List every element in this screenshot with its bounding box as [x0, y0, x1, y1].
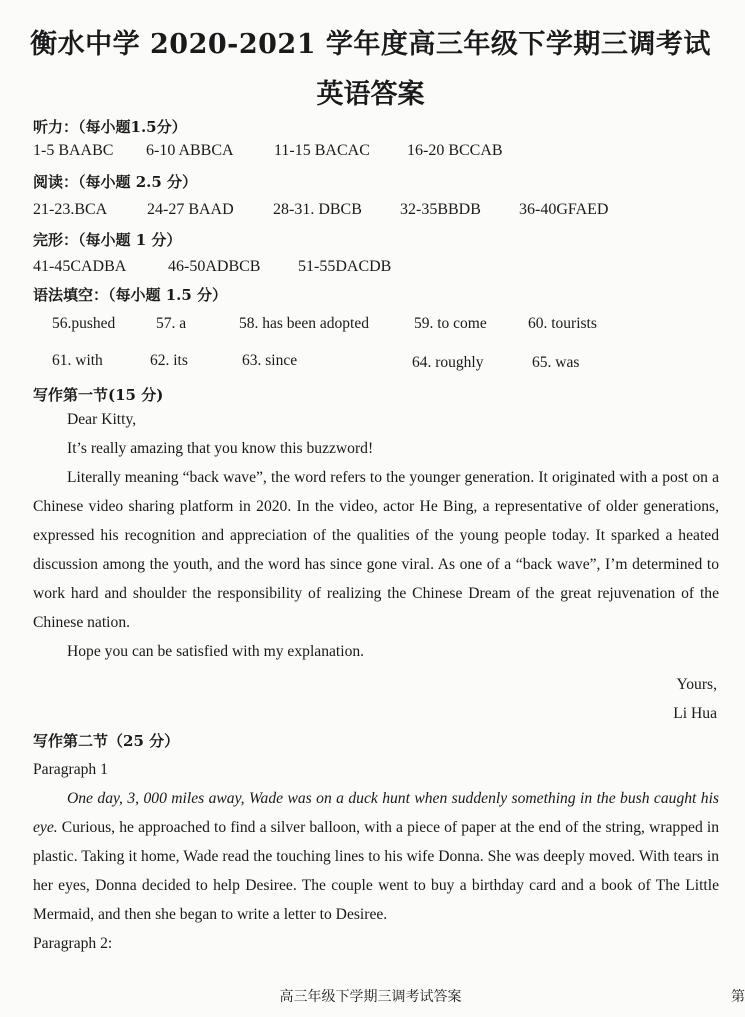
given-opening-sentence: One day, 3, 000 miles away, Wade was on a duck hunt when suddenly something in the bush caught his eye. — [33, 790, 719, 836]
writing1-heading: 写作第一节(15 分) — [33, 386, 164, 404]
reading-answer: 32-35BBDB — [400, 201, 481, 218]
letter-paragraph: Hope you can be satisfied with my explanation. — [67, 643, 365, 660]
letter-signature: Li Hua — [673, 705, 717, 722]
letter-paragraph: Literally meaning “back wave”, the word refers to the younger generation. It originated with a post on a Chinese video sharing platform in 2020. In the video, actor He Bing, a representative of older generations, expressed his recognition and appreciation of the qualities of the young people today. It sparked a heated discussion among the youth, and the word has since gone viral. As one of a “back wave”, I’m determined to work hard and shoulder the responsibility of realizing the Chinese Dream of the great rejuvenation of the Chinese nation. — [33, 469, 719, 631]
listening-answer: 6-10 ABBCA — [146, 142, 234, 159]
cloze-answer: 46-50ADBCB — [168, 258, 261, 275]
letter-paragraph: It’s really amazing that you know this buzzword! — [67, 440, 374, 457]
reading-answer: 24-27 BAAD — [147, 201, 234, 218]
reading-answer: 21-23.BCA — [33, 201, 108, 218]
grammar-answer: 64. roughly — [412, 354, 484, 371]
grammar-answer: 59. to come — [414, 315, 487, 332]
writing2-heading: 写作第二节（25 分） — [33, 732, 180, 750]
paragraph-label: Paragraph 1 — [33, 761, 108, 778]
paragraph-label: Paragraph 2: — [33, 935, 113, 952]
letter-closing: Yours, — [676, 676, 717, 693]
reading-heading: 阅读：（每小题 2.5 分） — [33, 173, 198, 191]
grammar-heading: 语法填空：（每小题 1.5 分） — [33, 286, 228, 304]
reading-answer: 28-31. DBCB — [273, 201, 362, 218]
letter-greeting: Dear Kitty, — [67, 411, 137, 428]
grammar-answer: 56.pushed — [52, 315, 116, 332]
listening-answer: 11-15 BACAC — [274, 142, 370, 159]
grammar-answer: 62. its — [150, 352, 188, 369]
grammar-answer: 65. was — [532, 354, 580, 371]
listening-answer: 16-20 BCCAB — [407, 142, 503, 159]
continuation-text: Curious, he approached to find a silver balloon, with a piece of paper at the end of the string, wrapped in plastic. Taking it home, Wade read the touching lines to his wife Donna. She was deeply moved. With tears in her eyes, Donna decided to help Desiree. The couple went to buy a birthday card and a book of The Little Mermaid, and then she began to write a letter to Desiree. — [33, 819, 719, 923]
page-title: 衡水中学 2020-2021 学年度高三年级下学期三调考试 — [30, 29, 711, 60]
page-number-fragment: 第 — [731, 989, 745, 1005]
grammar-answer: 58. has been adopted — [239, 315, 369, 332]
listening-answer: 1-5 BAABC — [33, 142, 114, 159]
grammar-answer: 61. with — [52, 352, 103, 369]
letter-body — [33, 405, 719, 666]
grammar-answer: 60. tourists — [528, 315, 597, 332]
reading-answer: 36-40GFAED — [519, 201, 609, 218]
cloze-answer: 51-55DACDB — [298, 258, 392, 275]
continuation-paragraph — [33, 784, 719, 929]
listening-heading: 听力：（每小题1.5分） — [33, 118, 187, 136]
page-subtitle: 英语答案 — [316, 79, 425, 110]
continuation-body — [33, 755, 719, 958]
grammar-answer: 63. since — [242, 352, 298, 369]
grammar-answer: 57. a — [156, 315, 187, 332]
page-footer: 高三年级下学期三调考试答案 — [279, 989, 462, 1005]
cloze-heading: 完形：（每小题 1 分） — [33, 231, 182, 249]
cloze-answer: 41-45CADBA — [33, 258, 127, 275]
